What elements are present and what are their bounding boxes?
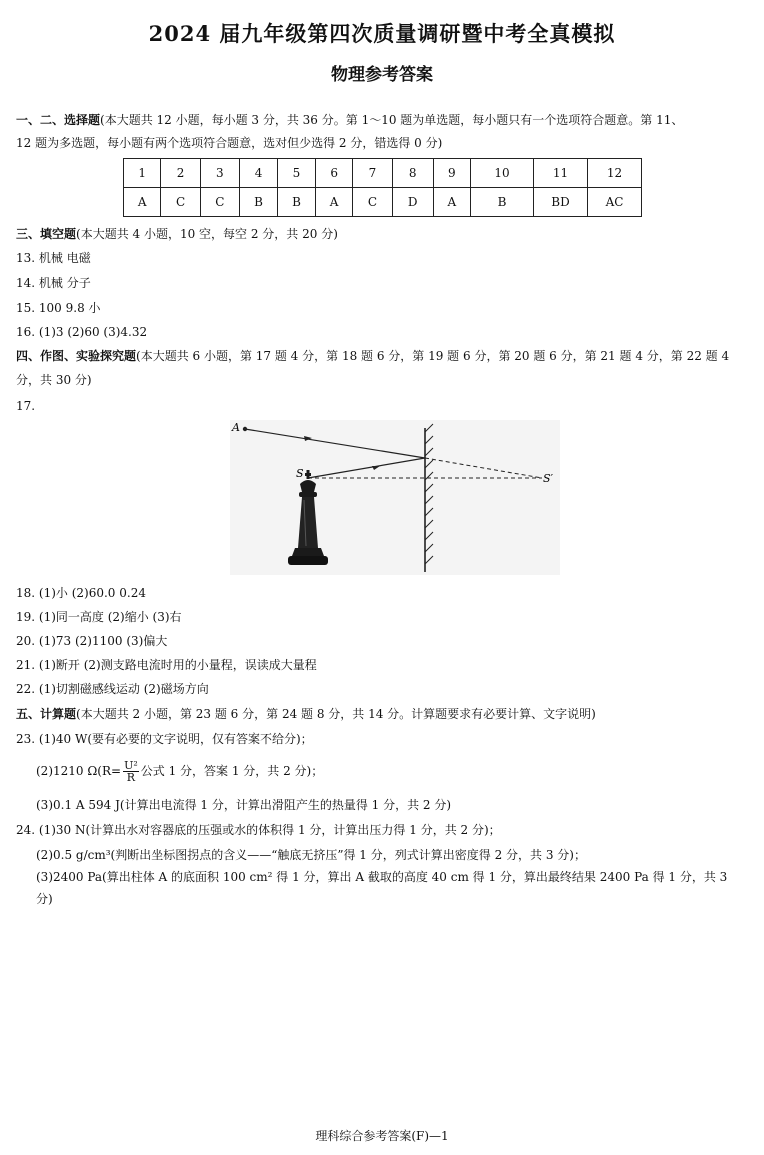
answer-18: 18. (1)小 (2)60.0 0.24 — [16, 586, 146, 600]
table-cell: B — [278, 188, 316, 217]
answer-24-1: 24. (1)30 N(计算出水对容器底的压强或水的体积得 1 分，计算出压力得 1 分，共 2 分)； — [16, 823, 501, 837]
table-cell: 3 — [200, 159, 239, 188]
answer-15: 15. 100 9.8 小 — [16, 301, 101, 315]
answer-table-number-row — [124, 159, 642, 188]
table-cell: B — [240, 188, 278, 217]
section4-desc-line2: 分，共 30 分) — [16, 373, 92, 387]
table-cell: BD — [534, 188, 588, 217]
answer-17: 17. — [16, 399, 36, 413]
answer-22: 22. (1)切割磁感线运动 (2)磁场方向 — [16, 682, 209, 696]
answer-24-2: (2)0.5 g/cm³(判断出坐标图拐点的含义——“触底无挤压”得 1 分，列式计算出密度得 2 分，共 3 分)； — [36, 848, 586, 862]
section4-header — [16, 348, 729, 364]
answer-23-2-post: 公式 1 分，答案 1 分，共 2 分)； — [140, 764, 324, 778]
label-s-prime: S′ — [543, 472, 554, 485]
table-cell: AC — [588, 188, 642, 217]
fraction-denominator: R — [126, 771, 136, 784]
diagram-background — [230, 420, 560, 575]
point-a — [243, 427, 247, 431]
formula-fraction — [123, 760, 139, 783]
table-cell: A — [315, 188, 352, 217]
table-cell: 2 — [161, 159, 200, 188]
table-cell: 5 — [278, 159, 316, 188]
section3-header — [16, 226, 338, 242]
answer-20: 20. (1)73 (2)1100 (3)偏大 — [16, 634, 168, 648]
answer-23-3: (3)0.1 A 594 J(计算出电流得 1 分，计算出滑阻产生的热量得 1 分，共 2 分) — [36, 798, 452, 812]
section1-desc-line1: (本大题共 12 小题，每小题 3 分，共 36 分。第 1～10 题为单选题，每小题只有一个选项符合题意。第 11、 — [100, 113, 684, 127]
section4-desc-line1: (本大题共 6 小题，第 17 题 4 分，第 18 题 6 分，第 19 题 6 分，第 20 题 6 分，第 21 题 4 分，第 22 题 4 — [136, 349, 730, 363]
answer-23-2 — [36, 760, 323, 783]
section3-heading: 三、填空题 — [16, 227, 77, 241]
section4-heading: 四、作图、实验探究题 — [16, 349, 137, 363]
table-cell: A — [433, 188, 470, 217]
answer-21: 21. (1)断开 (2)测支路电流时用的小量程，误读成大量程 — [16, 658, 317, 672]
section3-desc: (本大题共 4 小题，10 空，每空 2 分，共 20 分) — [76, 227, 338, 241]
section5-header — [16, 706, 596, 722]
table-cell: 1 — [124, 159, 161, 188]
table-cell: D — [392, 188, 433, 217]
section1-desc-line2: 12 题为多选题，每小题有两个选项符合题意，选对但少选得 2 分，错选得 0 分) — [16, 136, 443, 150]
section1-line1 — [16, 112, 683, 128]
table-cell: 9 — [433, 159, 470, 188]
section5-heading: 五、计算题 — [16, 707, 77, 721]
table-cell: C — [200, 188, 239, 217]
answer-24-3: (3)2400 Pa(算出柱体 A 的底面积 100 cm² 得 1 分，算出 A 截取的高度 40 cm 得 1 分，算出最终结果 2400 Pa 得 1 分，共 3 分) — [36, 870, 728, 906]
table-cell: 8 — [392, 159, 433, 188]
label-s: S — [296, 467, 304, 480]
table-cell: 4 — [240, 159, 278, 188]
answer-13: 13. 机械 电磁 — [16, 251, 91, 265]
table-cell: C — [161, 188, 200, 217]
answer-23-1: 23. (1)40 W(要有必要的文字说明，仅有答案不给分)； — [16, 732, 313, 746]
label-a: A — [232, 421, 240, 434]
table-cell: C — [353, 188, 392, 217]
section5-desc: (本大题共 2 小题，第 23 题 6 分，第 24 题 8 分，共 14 分。计算题要求有必要计算、文字说明) — [76, 707, 596, 721]
table-cell: A — [124, 188, 161, 217]
table-cell: B — [471, 188, 534, 217]
table-cell: 6 — [315, 159, 352, 188]
fraction-numerator: U² — [124, 759, 138, 772]
table-cell: 7 — [353, 159, 392, 188]
mirror-reflection-diagram — [230, 420, 560, 575]
table-cell: 11 — [534, 159, 588, 188]
page-title: 2024 届九年级第四次质量调研暨中考全真模拟 — [148, 21, 616, 46]
answer-table — [123, 158, 642, 217]
page-subtitle: 物理参考答案 — [331, 65, 433, 85]
answer-table-answer-row — [124, 188, 642, 217]
page-footer: 理科综合参考答案(F)—1 — [315, 1129, 449, 1143]
answer-23-2-pre: (2)1210 Ω(R= — [36, 764, 122, 778]
section1-heading: 一、二、选择题 — [16, 113, 101, 127]
table-cell: 10 — [471, 159, 534, 188]
table-cell: 12 — [588, 159, 642, 188]
answer-14: 14. 机械 分子 — [16, 276, 91, 290]
answer-19: 19. (1)同一高度 (2)缩小 (3)右 — [16, 610, 182, 624]
answer-16: 16. (1)3 (2)60 (3)4.32 — [16, 325, 148, 339]
